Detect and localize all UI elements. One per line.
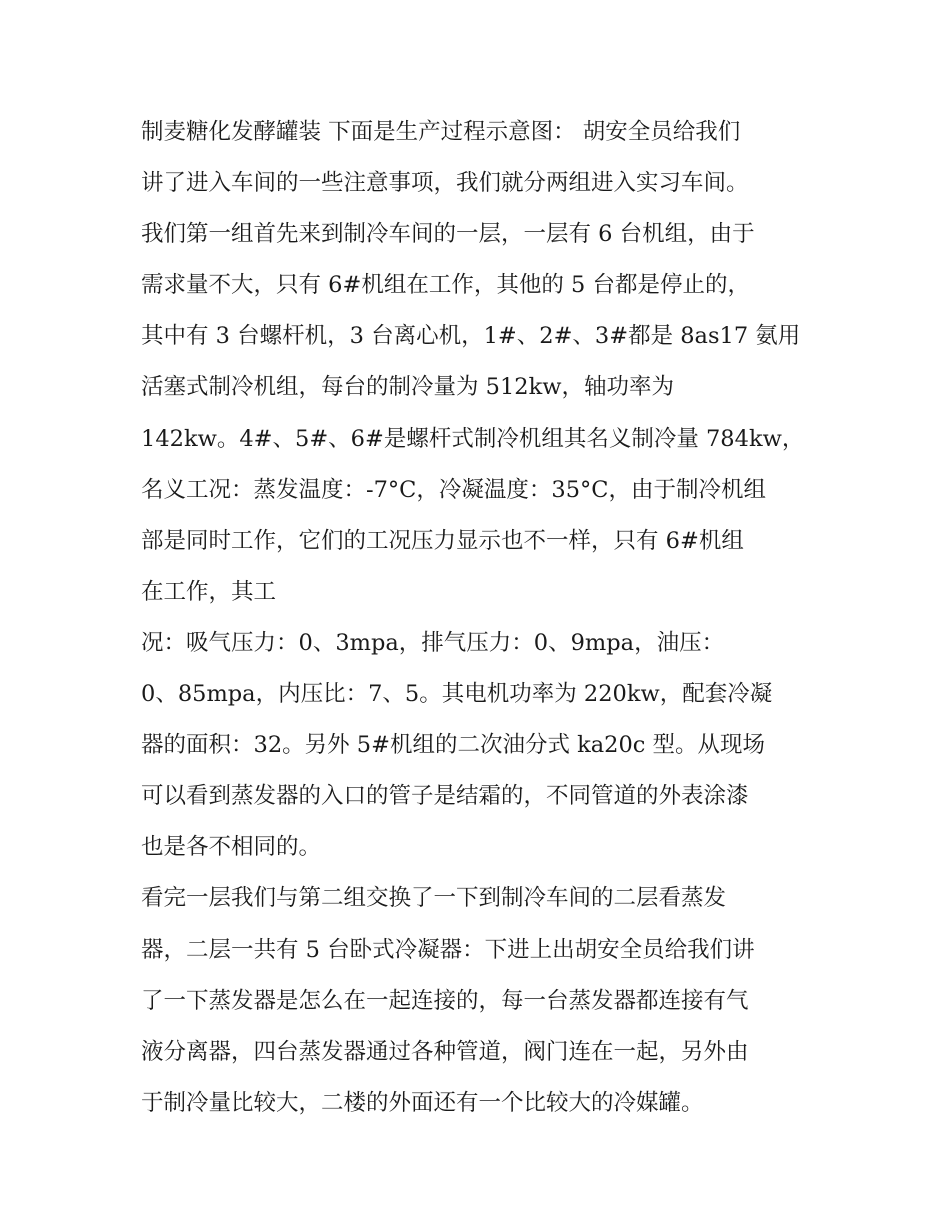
text-line: 了一下蒸发器是怎么在一起连接的，每一台蒸发器都连接有气 [141, 987, 749, 1014]
text-line: 我们第一组首先来到制冷车间的一层，一层有 6 台机组，由于 [141, 221, 755, 248]
text-line: 器，二层一共有 5 台卧式冷凝器：下进上出胡安全员给我们讲 [141, 936, 755, 963]
text-line: 其中有 3 台螺杆机，3 台离心机，1#、2#、3#都是 8as17 氨用 [141, 323, 801, 350]
text-line: 可以看到蒸发器的入口的管子是结霜的，不同管道的外表涂漆 [141, 783, 749, 810]
text-line: 于制冷量比较大，二楼的外面还有一个比较大的冷媒罐。 [141, 1089, 704, 1116]
text-line: 制麦糖化发酵罐装 下面是生产过程示意图： 胡安全员给我们 [141, 119, 741, 145]
text-line: 看完一层我们与第二组交换了一下到制冷车间的二层看蒸发 [141, 885, 727, 912]
text-line: 在工作，其工 [141, 578, 277, 605]
text-line: 部是同时工作，它们的工况压力显示也不一样，只有 6#机组 [141, 527, 744, 554]
text-line: 142kw。4#、5#、6#是螺杆式制冷机组其名义制冷量 784kw， [141, 425, 805, 452]
text-line: 液分离器，四台蒸发器通过各种管道，阀门连在一起，另外由 [141, 1038, 749, 1065]
text-line: 名义工况：蒸发温度：-7°C，冷凝温度：35°C，由于制冷机组 [141, 476, 766, 503]
text-line: 需求量不大，只有 6#机组在工作，其他的 5 台都是停止的， [141, 272, 750, 299]
text-line: 也是各不相同的。 [141, 834, 322, 861]
text-line: 讲了进入车间的一些注意事项，我们就分两组进入实习车间。 [141, 170, 749, 197]
text-line: 0、85mpa，内压比：7、5。其电机功率为 220kw，配套冷凝 [141, 681, 773, 708]
text-line: 器的面积：32。另外 5#机组的二次油分式 ka20c 型。从现场 [141, 732, 766, 759]
text-line: 活塞式制冷机组，每台的制冷量为 512kw，轴功率为 [141, 374, 674, 401]
text-line: 况：吸气压力：0、3mpa，排气压力：0、9mpa，油压： [141, 629, 725, 656]
body-text [141, 107, 831, 1129]
